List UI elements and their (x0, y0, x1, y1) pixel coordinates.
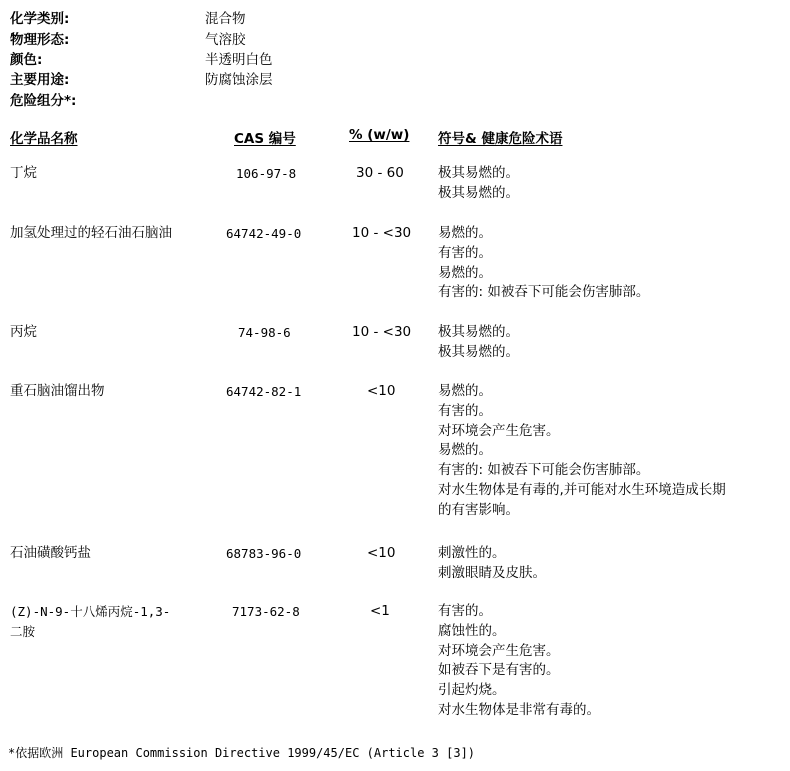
chemical-name: (Z)-N-9-十八烯丙烷-1,3- 二胺 (10, 604, 171, 639)
percent-range: 10 - <30 (352, 324, 412, 340)
cas-number: 106-97-8 (236, 166, 297, 181)
chemical-name: 石油磺酸钙盐 (10, 545, 91, 561)
percent-range: <10 (367, 383, 396, 399)
percent-range: <1 (370, 603, 390, 619)
hazardous-components-label: 危险组分*: (10, 93, 77, 109)
physical-form-label: 物理形态: (10, 32, 70, 48)
header-symbols-health-terms: 符号& 健康危险术语 (438, 131, 563, 147)
percent-range: 30 - 60 (356, 165, 404, 181)
chemical-name: 重石脑油馏出物 (10, 383, 105, 399)
chemical-category-label: 化学类别: (10, 11, 70, 27)
percent-range: <10 (367, 545, 396, 561)
cas-number: 64742-49-0 (226, 226, 302, 241)
cas-number: 64742-82-1 (226, 384, 302, 399)
physical-form-value: 气溶胶 (205, 32, 246, 48)
hazard-terms: 易燃的。 有害的。 对环境会产生危害。 易燃的。 有害的: 如被吞下可能会伤害肺部。 对水生物体是有毒的,并可能对水生环境造成长期 的有害影响。 (438, 383, 726, 518)
hazard-terms: 易燃的。 有害的。 易燃的。 有害的: 如被吞下可能会伤害肺部。 (438, 225, 650, 301)
percent-range: 10 - <30 (352, 225, 412, 241)
color-value: 半透明白色 (205, 52, 273, 68)
chemical-name: 丙烷 (10, 324, 37, 340)
chemical-name: 丁烷 (10, 165, 37, 181)
chemical-name: 加氢处理过的轻石油石脑油 (10, 225, 172, 241)
chemical-category-value: 混合物 (205, 11, 246, 27)
hazard-terms: 刺激性的。 刺激眼睛及皮肤。 (438, 545, 546, 581)
hazard-terms: 极其易燃的。 极其易燃的。 (438, 324, 519, 360)
hazard-terms: 有害的。 腐蚀性的。 对环境会产生危害。 如被吞下是有害的。 引起灼烧。 对水生物体是非常有毒的。 (438, 603, 600, 718)
footnote: *依据欧洲 European Commission Directive 1999/45/EC (Article 3 [3]) (8, 746, 476, 760)
cas-number: 74-98-6 (238, 325, 291, 340)
main-use-value: 防腐蚀涂层 (205, 72, 273, 88)
main-use-label: 主要用途: (10, 72, 70, 88)
cas-number: 68783-96-0 (226, 546, 302, 561)
color-label: 颜色: (10, 52, 43, 68)
cas-number: 7173-62-8 (232, 604, 300, 619)
header-cas-number: CAS 编号 (234, 131, 296, 147)
hazard-terms: 极其易燃的。 极其易燃的。 (438, 165, 519, 201)
header-percent-ww: % (w/w) (349, 127, 410, 143)
header-chemical-name: 化学品名称 (10, 131, 78, 147)
